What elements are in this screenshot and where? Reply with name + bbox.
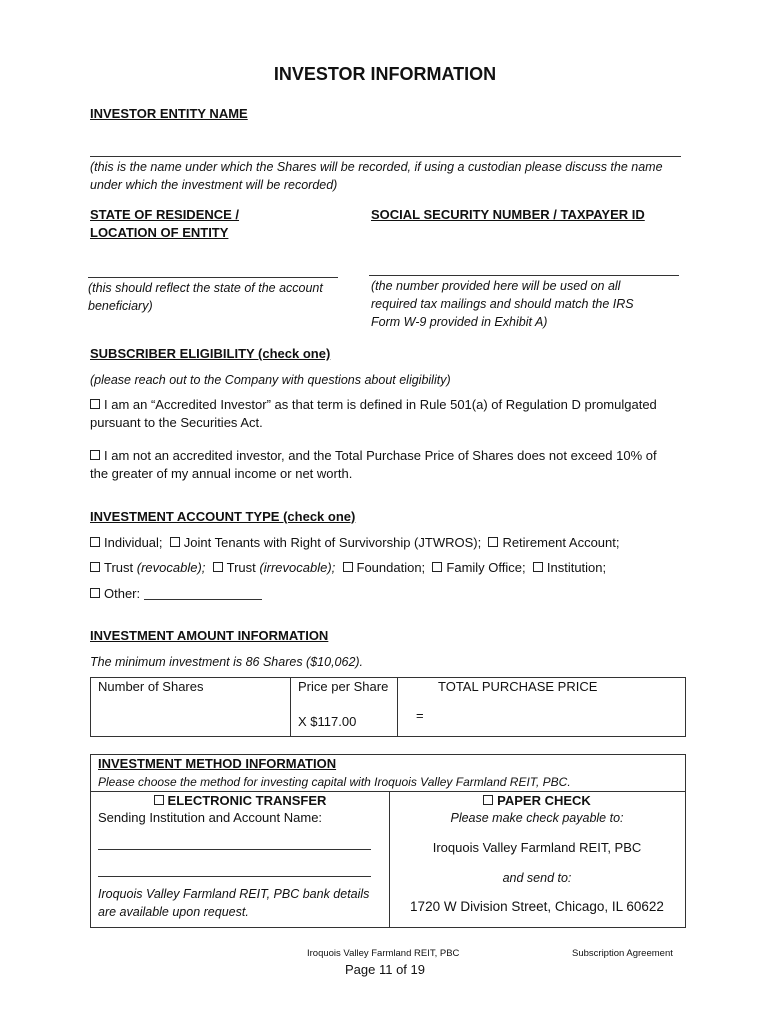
entity-name-label: INVESTOR ENTITY NAME	[90, 106, 248, 121]
option-family-office[interactable]: Family Office;	[432, 560, 525, 575]
entity-name-note: (this is the name under which the Shares will be recorded, if using a custodian please discuss the name under which the investment will be recorded)	[90, 160, 663, 192]
divider	[91, 791, 685, 792]
amount-label: INVESTMENT AMOUNT INFORMATION	[90, 628, 329, 643]
page-number: Page 11 of 19	[345, 962, 425, 977]
electronic-option[interactable]: ELECTRONIC TRANSFER	[91, 793, 389, 808]
institution-field-2[interactable]	[98, 876, 371, 877]
price-header: Price per Share	[298, 679, 389, 694]
option-trust-revocable[interactable]: Trust (revocable);	[90, 560, 205, 575]
checkbox-icon[interactable]	[213, 562, 223, 572]
residence-label-1: STATE OF RESIDENCE /	[90, 207, 240, 222]
checkbox-icon[interactable]	[533, 562, 543, 572]
price-cell	[291, 678, 398, 737]
equals-sign: =	[416, 708, 424, 723]
total-header: TOTAL PURCHASE PRICE	[438, 679, 598, 694]
ssn-field[interactable]	[369, 275, 679, 276]
checkbox-icon[interactable]	[170, 537, 180, 547]
footer-company: Iroquois Valley Farmland REIT, PBC	[307, 948, 460, 959]
option-foundation[interactable]: Foundation;	[343, 560, 426, 575]
option-jtwros[interactable]: Joint Tenants with Right of Survivorship (JTWROS);	[170, 535, 481, 550]
checkbox-icon[interactable]	[90, 562, 100, 572]
eligibility-option-non-accredited[interactable]: I am not an accredited investor, and the Total Purchase Price of Shares does not exceed 10% of the greater of my annual income or net worth.	[90, 448, 657, 481]
checkbox-icon[interactable]	[90, 450, 100, 460]
check-address: 1720 W Division Street, Chicago, IL 60622	[410, 899, 664, 914]
option-trust-irrevocable[interactable]: Trust (irrevocable);	[213, 560, 336, 575]
total-cell[interactable]	[398, 678, 686, 737]
entity-name-field[interactable]	[90, 156, 681, 157]
residence-label-2: LOCATION OF ENTITY	[90, 225, 229, 240]
check-payee: Iroquois Valley Farmland REIT, PBC	[432, 840, 642, 855]
method-note: Please choose the method for investing capital with Iroquois Valley Farmland REIT, PBC.	[98, 775, 571, 789]
electronic-note: Iroquois Valley Farmland REIT, PBC bank details are available upon request.	[98, 887, 370, 919]
shares-header: Number of Shares	[98, 679, 204, 694]
eligibility-label: SUBSCRIBER ELIGIBILITY (check one)	[90, 346, 331, 361]
eligibility-note: (please reach out to the Company with questions about eligibility)	[90, 373, 451, 387]
account-type-row-2	[90, 559, 606, 577]
eligibility-option-accredited[interactable]: I am an “Accredited Investor” as that term is defined in Rule 501(a) of Regulation D promulgated pursuant to the Securities Act.	[90, 397, 657, 430]
checkbox-icon[interactable]	[154, 795, 164, 805]
method-label: INVESTMENT METHOD INFORMATION	[98, 756, 337, 771]
amount-table	[90, 677, 686, 737]
checkbox-icon[interactable]	[343, 562, 353, 572]
institution-field-1[interactable]	[98, 849, 371, 850]
ssn-label: SOCIAL SECURITY NUMBER / TAXPAYER ID	[371, 207, 645, 222]
option-retirement[interactable]: Retirement Account;	[488, 535, 619, 550]
check-send: and send to:	[502, 871, 572, 885]
shares-cell[interactable]	[91, 678, 291, 737]
electronic-prompt: Sending Institution and Account Name:	[98, 810, 323, 825]
account-type-row-1	[90, 534, 620, 552]
page-title: INVESTOR INFORMATION	[273, 64, 497, 84]
checkbox-icon[interactable]	[90, 537, 100, 547]
account-type-label: INVESTMENT ACCOUNT TYPE (check one)	[90, 509, 356, 524]
residence-field[interactable]	[88, 277, 338, 278]
residence-note: (this should reflect the state of the account beneficiary)	[88, 281, 323, 313]
check-payable: Please make check payable to:	[450, 811, 624, 825]
other-field[interactable]	[144, 587, 262, 600]
method-box	[90, 754, 686, 928]
footer-doc: Subscription Agreement	[572, 948, 673, 959]
option-institution[interactable]: Institution;	[533, 560, 606, 575]
check-option[interactable]: PAPER CHECK	[389, 793, 685, 808]
checkbox-icon[interactable]	[90, 399, 100, 409]
price-value: X $117.00	[298, 714, 357, 729]
checkbox-icon[interactable]	[488, 537, 498, 547]
ssn-note: (the number provided here will be used on all required tax mailings and should match the IRS Form W-9 provided in Exhibit A)	[371, 279, 634, 329]
checkbox-icon[interactable]	[483, 795, 493, 805]
option-other[interactable]: Other:	[90, 585, 262, 603]
checkbox-icon[interactable]	[432, 562, 442, 572]
option-individual[interactable]: Individual;	[90, 535, 163, 550]
amount-note: The minimum investment is 86 Shares ($10,062).	[90, 655, 364, 669]
checkbox-icon[interactable]	[90, 588, 100, 598]
